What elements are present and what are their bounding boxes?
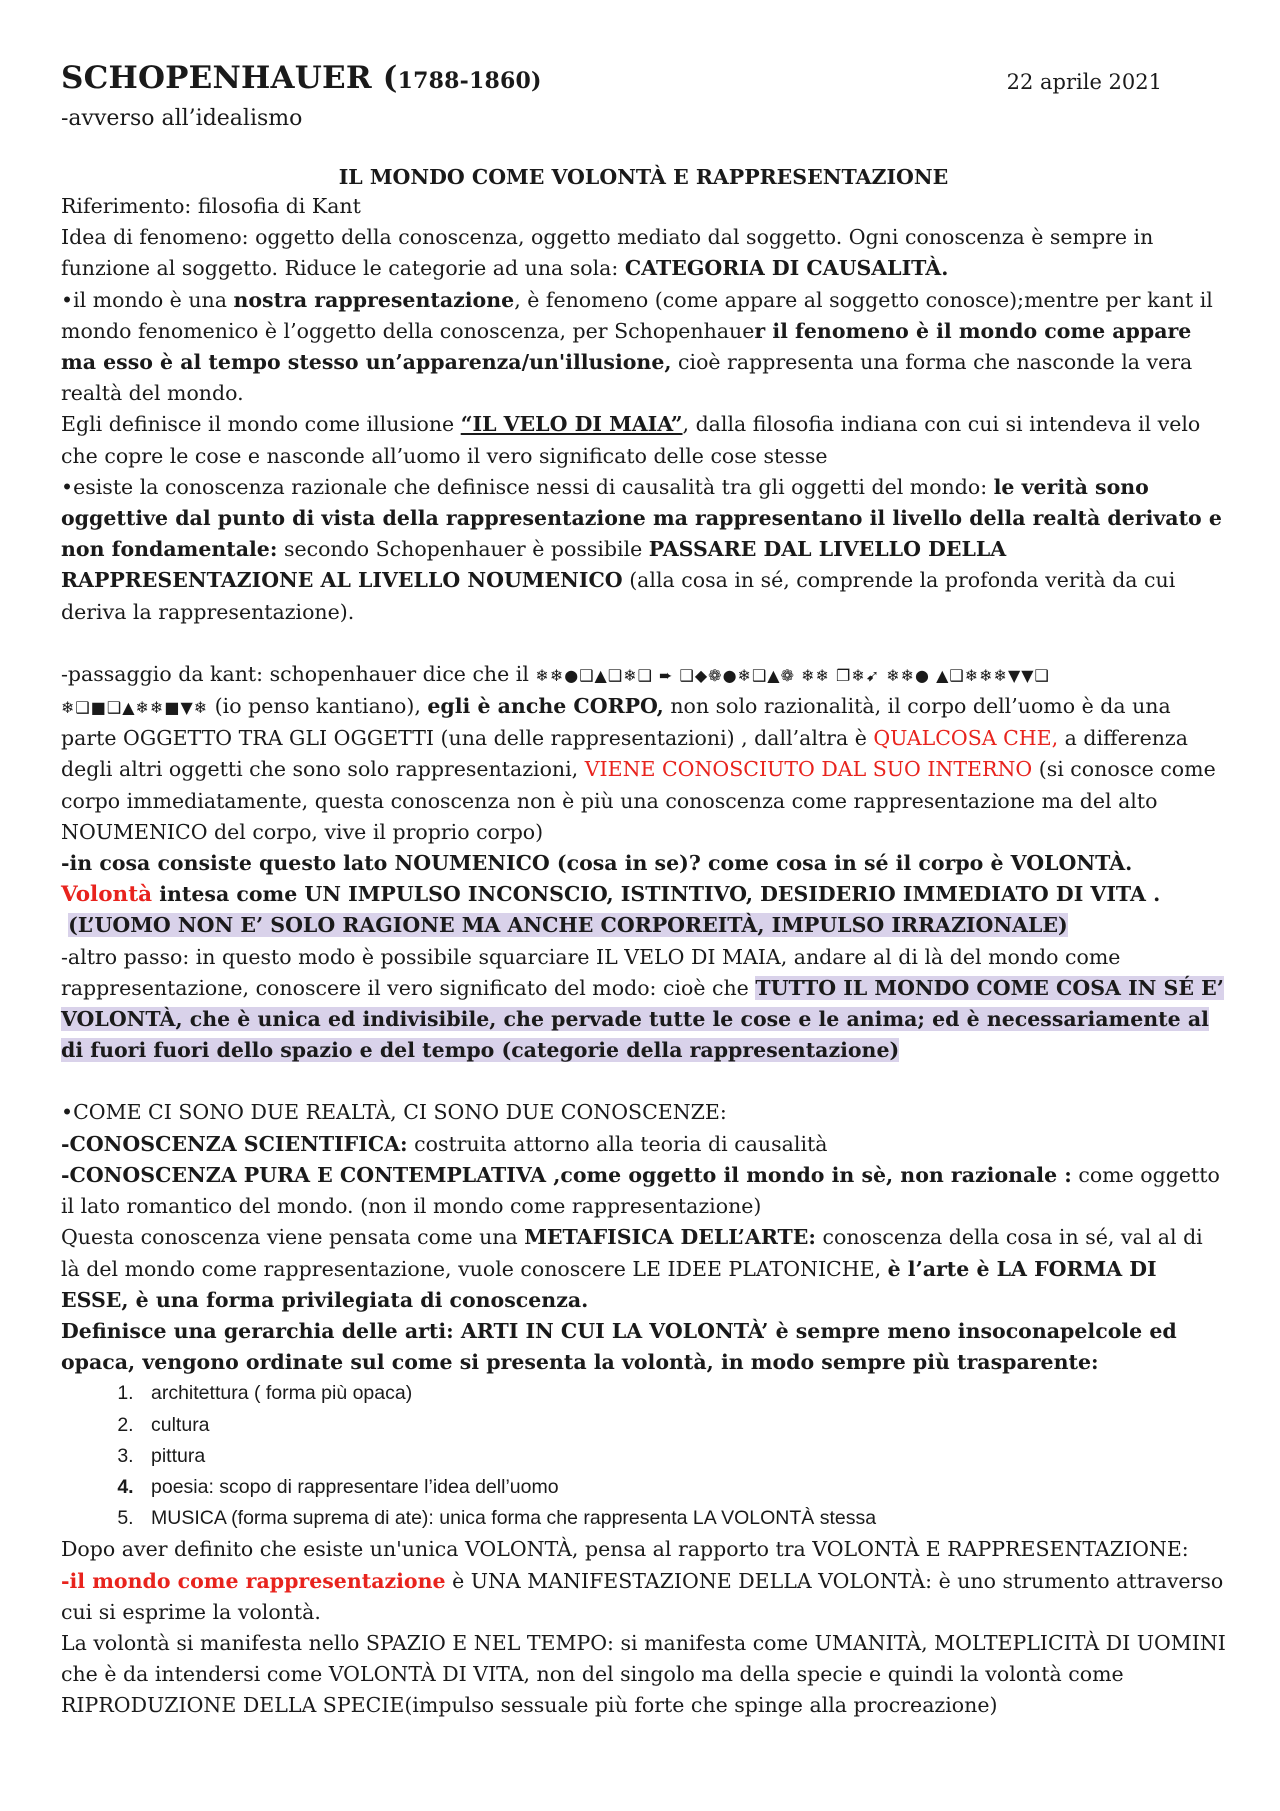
wingdings-glyphs: ❄❄●❑▲❑❄❑ ➨ ❑◆❁●❄❑▲❁ ❄❄ ❐❄➹ ❄❄● ▲❑❄❄❄▼▼❑	[535, 665, 1050, 685]
wingdings-glyphs-2: ❄❑■❑▲❄❄■▼❄	[61, 698, 209, 718]
arte-paragraph: Questa conoscenza viene pensata come una METAFISICA DELL’ARTE: conoscenza della cosa in sé, val al di là del mondo come rappresentazione, vuole conoscere LE IDEE PLATONICHE, è l’arte è LA FORMA DI ESSE, è una forma privilegiata di conoscenza.	[61, 1225, 1203, 1312]
conoscenze-heading: •COME CI SONO DUE REALTÀ, CI SONO DUE CONOSCENZE:	[61, 1100, 727, 1125]
list-item: 3. pittura	[139, 1441, 1226, 1472]
riferimento-line: Riferimento: filosofia di Kant	[61, 194, 361, 218]
page-title: SCHOPENHAUER (1788-1860)	[61, 60, 542, 96]
section-title: IL MONDO COME VOLONTÀ E RAPPRESENTAZIONE	[338, 165, 949, 189]
volonta-line: Volontà intesa come UN IMPULSO INCONSCIO, ISTINTIVO, DESIDERIO IMMEDIATO DI VITA .	[61, 882, 1161, 908]
kant-paragraph: -passaggio da kant: schopenhauer dice che il ❄❄●❑▲❑❄❑ ➨ ❑◆❁●❄❑▲❁ ❄❄ ❐❄➹ ❄❄● ▲❑❄❄❄▼▼❑ ❄❑■❑▲❄❄■▼❄ (io penso kantiano), egli è anche CORPO, non solo razionalità, il corpo dell’uomo è da una parte OGGETTO TRA GLI OGGETTI (una delle rappresentazioni) , dall’altra è QUALCOSA CHE, a differenza degli altri oggetti che sono solo rappresentazioni, VIENE CONOSCIUTO DAL SUO INTERNO (si conosce come corpo immediatamente, questa conoscenza non è più una conoscenza come rappresentazione ma del alto NOUMENICO del corpo, vive il proprio corpo)	[61, 661, 1216, 844]
scientifica-line: -CONOSCENZA SCIENTIFICA: costruita attorno alla teoria di causalità	[61, 1131, 828, 1156]
fenomeno-paragraph: Idea di fenomeno: oggetto della conoscenza, oggetto mediato dal soggetto. Ogni conoscenza è sempre in funzione al soggetto. Riduce le categorie ad una sola: CATEGORIA DI CAUSALITÀ.	[61, 225, 1154, 281]
title-years: 1788-1860)	[397, 68, 542, 94]
corporeita-line: (L’UOMO NON E’ SOLO RAGIONE MA ANCHE CORPOREITÀ, IMPULSO IRRAZIONALE)	[68, 913, 1068, 938]
subtitle: -avverso all’idealismo	[61, 106, 303, 131]
list-item: 5. MUSICA (forma suprema di ate): unica forma che rappresenta LA VOLONTÀ stessa	[139, 1503, 1226, 1534]
noumenico-line: -in cosa consiste questo lato NOUMENICO (cosa in se)? come cosa in sé il corpo è VOLONTÀ.	[61, 851, 1133, 876]
document-page	[61, 60, 1226, 1722]
header	[61, 60, 1226, 104]
list-item: 1. architettura ( forma più opaca)	[139, 1378, 1226, 1409]
rapporto-line: Dopo aver definito che esiste un'unica VOLONTÀ, pensa al rapporto tra VOLONTÀ E RAPPRESENTAZIONE:	[61, 1537, 1189, 1562]
mondo-paragraph: •il mondo è una nostra rappresentazione, è fenomeno (come appare al soggetto conosce);mentre per kant il mondo fenomenico è l’oggetto della conoscenza, per Schopenhauer il fenomeno è il mondo come appare ma esso è al tempo stesso un’apparenza/un'illusione, cioè rappresenta una forma che nasconde la vera realtà del mondo.	[61, 287, 1213, 406]
gerarchia-paragraph: Definisce una gerarchia delle arti: ARTI IN CUI LA VOLONTÀ’ è sempre meno insoconapelcole ed opaca, vengono ordinate sul come si presenta la volontà, in modo sempre più trasparente:	[61, 1318, 1177, 1375]
list-item: 4. poesia: scopo di rappresentare l’idea dell’uomo	[139, 1472, 1226, 1503]
date: 22 aprile 2021	[1006, 70, 1162, 94]
arts-list	[61, 1378, 1226, 1534]
pura-paragraph: -CONOSCENZA PURA E CONTEMPLATIVA ,come oggetto il mondo in sè, non razionale : come oggetto il lato romantico del mondo. (non il mondo come rappresentazione)	[61, 1162, 1220, 1219]
specie-paragraph: La volontà si manifesta nello SPAZIO E NEL TEMPO: si manifesta come UMANITÀ, MOLTEPLICITÀ DI UOMINI che è da intendersi come VOLONTÀ DI VITA, non del singolo ma della specie e quindi la volontà come RIPRODUZIONE DELLA SPECIE(impulso sessuale più forte che spinge alla procreazione)	[61, 1630, 1226, 1718]
maia-paragraph: Egli definisce il mondo come illusione “IL VELO DI MAIA”, dalla filosofia indiana con cui si intendeva il velo che copre le cose e nasconde all’uomo il vero significato delle cose stesse	[61, 412, 1201, 468]
razionale-paragraph: •esiste la conoscenza razionale che definisce nessi di causalità tra gli oggetti del mondo: le verità sono oggettive dal punto di vista della rappresentazione ma rappresentano il livello della realtà derivato e non fondamentale: secondo Schopenhauer è possibile PASSARE DAL LIVELLO DELLA RAPPRESENTAZIONE AL LIVELLO NOUMENICO (alla cosa in sé, comprende la profonda verità da cui deriva la rappresentazione).	[61, 474, 1222, 624]
passo-paragraph: -altro passo: in questo modo è possibile squarciare IL VELO DI MAIA, andare al di là del mondo come rappresentazione, conoscere il vero significato del modo: cioè che TUTTO IL MONDO COME COSA IN SÉ E’ VOLONTÀ, che è unica ed indivisibile, che pervade tutte le cose e le anima; ed è necessariamente al di fuori fuori dello spazio e del tempo (categorie della rappresentazione)	[61, 944, 1224, 1063]
velo-di-maia: “IL VELO DI MAIA”	[460, 412, 683, 437]
manifestazione-paragraph: -il mondo come rappresentazione è UNA MANIFESTAZIONE DELLA VOLONTÀ: è uno strumento attraverso cui si esprime la volontà.	[61, 1568, 1224, 1624]
list-item: 2. cultura	[139, 1410, 1226, 1441]
